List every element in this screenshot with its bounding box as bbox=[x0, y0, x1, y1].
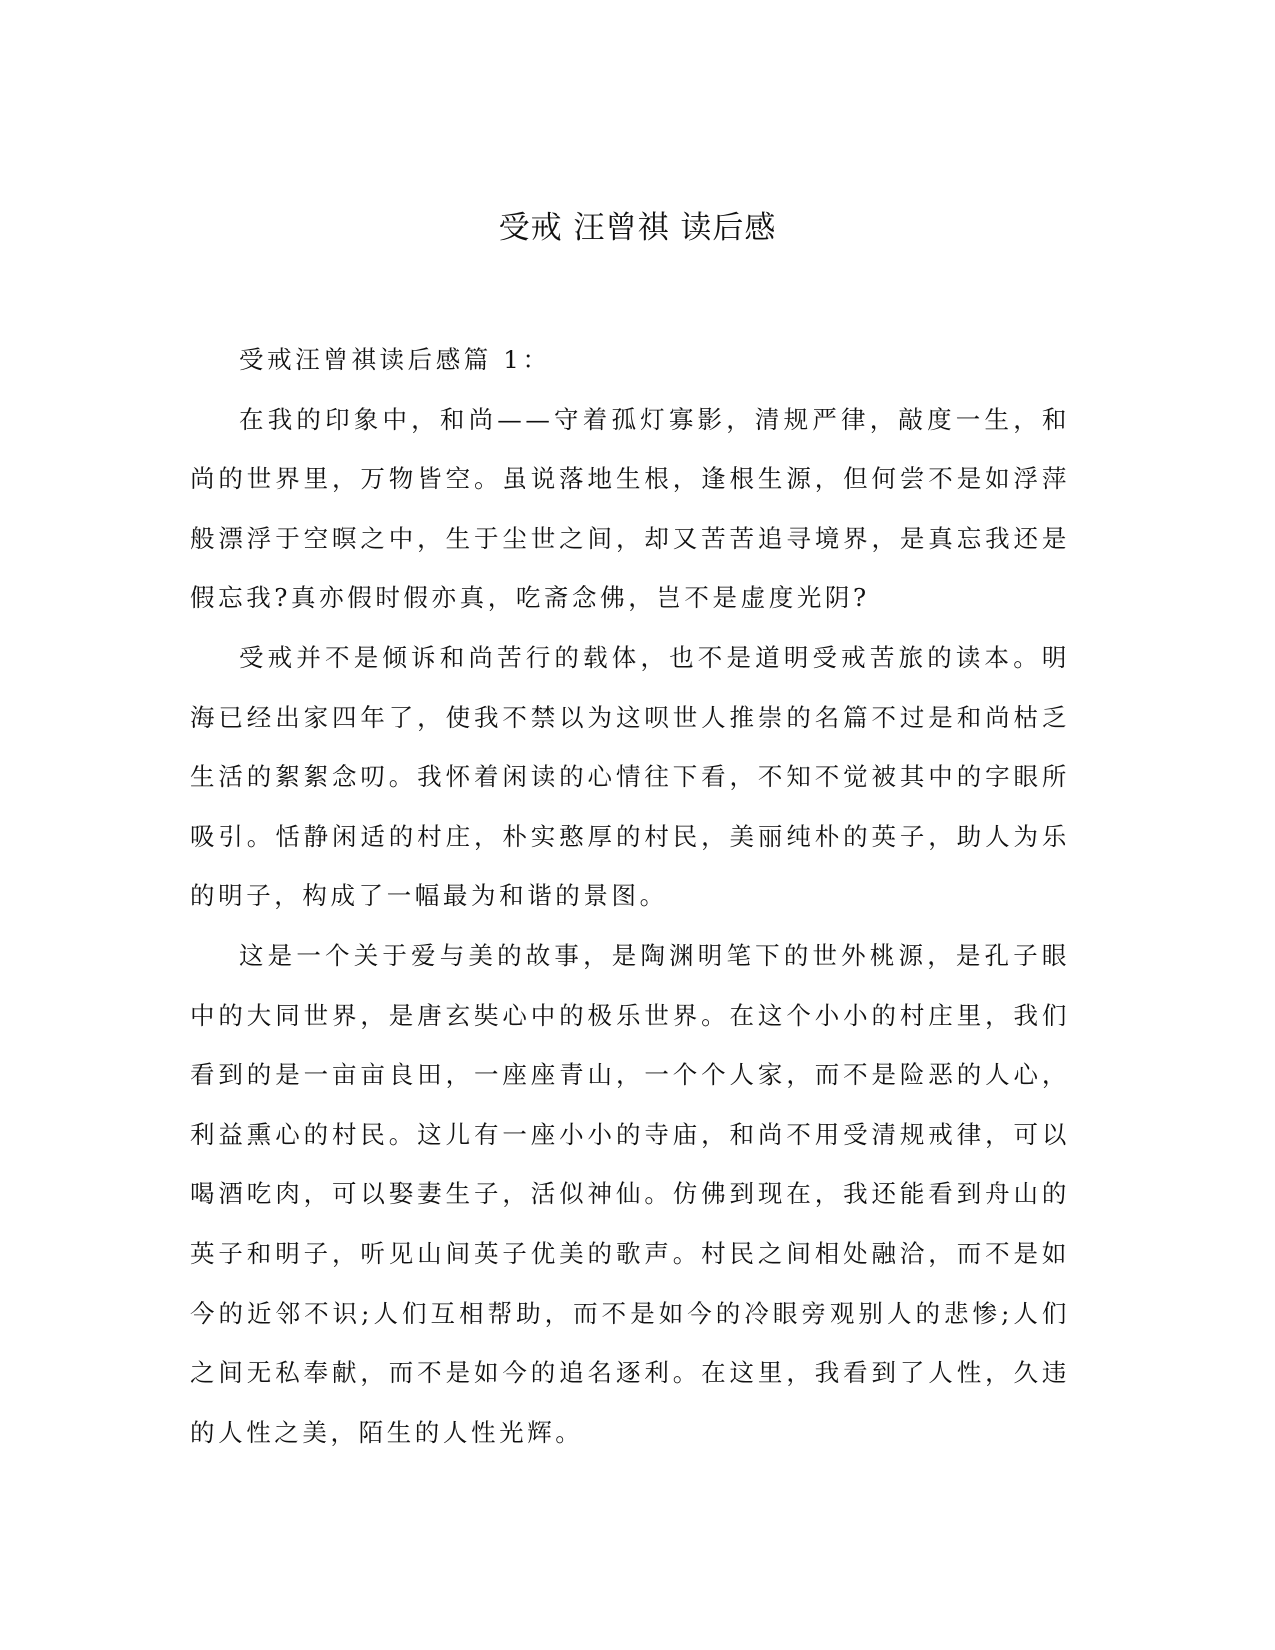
document-body bbox=[190, 330, 1070, 1462]
paragraph-3: 这是一个关于爱与美的故事，是陶渊明笔下的世外桃源，是孔子眼中的大同世界，是唐玄奘心中的极乐世界。在这个小小的村庄里，我们看到的是一亩亩良田，一座座青山，一个个人家，而不是险恶的人心，利益熏心的村民。这儿有一座小小的寺庙，和尚不用受清规戒律，可以喝酒吃肉，可以娶妻生子，活似神仙。仿佛到现在，我还能看到舟山的英子和明子，听见山间英子优美的歌声。村民之间相处融洽，而不是如今的近邻不识;人们互相帮助，而不是如今的冷眼旁观别人的悲惨;人们之间无私奉献，而不是如今的追名逐利。在这里，我看到了人性，久违的人性之美，陌生的人性光辉。 bbox=[190, 940, 1070, 1447]
section-heading: 受戒汪曾祺读后感篇 1： bbox=[239, 345, 551, 374]
paragraph-1: 在我的印象中，和尚——守着孤灯寡影，清规严律，敲度一生，和尚的世界里，万物皆空。虽说落地生根，逢根生源，但何尝不是如浮萍般漂浮于空暝之中，生于尘世之间，却又苦苦追寻境界，是真忘我还是假忘我?真亦假时假亦真，吃斋念佛，岂不是虚度光阴? bbox=[190, 404, 1070, 613]
paragraph-2: 受戒并不是倾诉和尚苦行的载体，也不是道明受戒苦旅的读本。明海已经出家四年了，使我不禁以为这呗世人推崇的名篇不过是和尚枯乏生活的絮絮念叨。我怀着闲读的心情往下看，不知不觉被其中的字眼所吸引。恬静闲适的村庄，朴实憨厚的村民，美丽纯朴的英子，助人为乐的明子，构成了一幅最为和谐的景图。 bbox=[190, 642, 1070, 911]
document-title: 受戒 汪曾祺 读后感 bbox=[498, 210, 777, 246]
